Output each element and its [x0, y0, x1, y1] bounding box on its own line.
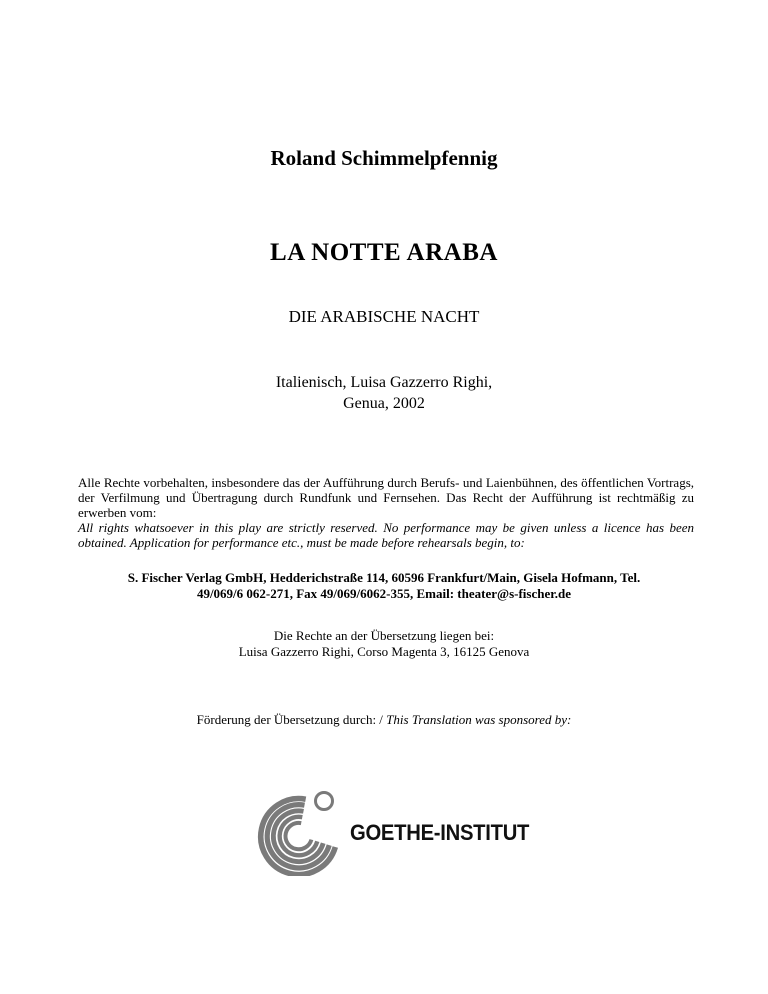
sponsor-line — [0, 712, 768, 728]
play-title: LA NOTTE ARABA — [270, 239, 498, 266]
translation-info-line: Italienisch, Luisa Gazzerro Righi, — [275, 374, 493, 391]
publisher-contact-line: 49/069/6 062-271, Fax 49/069/6062-355, Email: theater@s-fischer.de — [196, 586, 572, 601]
translation-rights-line: Die Rechte an der Übersetzung liegen bei: — [273, 628, 495, 643]
rights-notice — [78, 475, 694, 550]
rights-notice-german: Alle Rechte vorbehalten, insbesondere das der Aufführung durch Berufs- und Laienbühnen, des öffentlichen Vortrags, der Verfilmung und Übertragung durch Rundfunk und Fernsehen. Das Recht der Aufführung ist rechtmäßig zu erwerben vom: — [78, 475, 694, 520]
goethe-institut-wordmark: GOETHE-INSTITUT — [350, 820, 530, 845]
rights-notice-english: All rights whatsoever in this play are strictly reserved. No performance may be given unless a licence has been obtained. Application for performance etc., must be made before rehearsals begin, to: — [78, 520, 694, 550]
sponsor-english: This Translation was sponsored by: — [386, 712, 572, 727]
translation-rights — [0, 628, 768, 660]
translation-info — [0, 372, 768, 414]
publisher-contact — [100, 570, 668, 602]
play-subtitle: DIE ARABISCHE NACHT — [288, 307, 480, 326]
sponsor-german: Förderung der Übersetzung durch: / — [196, 712, 387, 727]
goethe-institut-swirl-icon — [254, 784, 350, 876]
translation-info-line: Genua, 2002 — [343, 395, 425, 412]
author-name: Roland Schimmelpfennig — [270, 146, 498, 170]
translation-rights-line: Luisa Gazzerro Righi, Corso Magenta 3, 16125 Genova — [238, 644, 530, 659]
goethe-institut-logo — [254, 784, 530, 876]
publisher-contact-line: S. Fischer Verlag GmbH, Hedderichstraße 114, 60596 Frankfurt/Main, Gisela Hofmann, Tel. — [127, 570, 641, 585]
